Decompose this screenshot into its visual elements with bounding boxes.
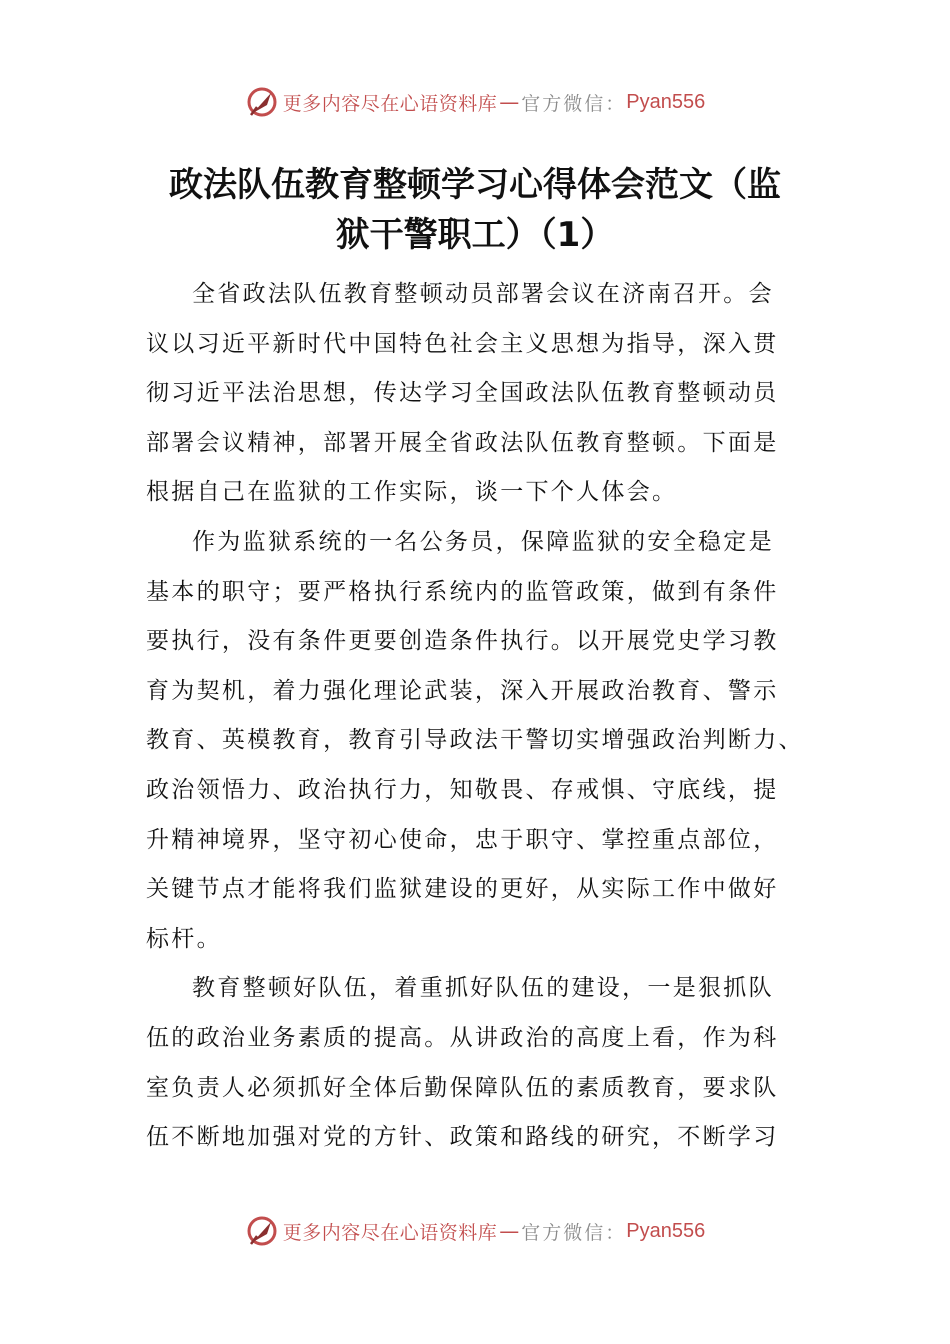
text-line: 根据自己在监狱的工作实际，谈一下个人体会。: [146, 479, 678, 506]
banner-wechat-id: Pyan556: [626, 1219, 706, 1242]
banner-red-text: 更多内容尽在心语资料库: [282, 92, 498, 115]
banner-red-text: 更多内容尽在心语资料库: [282, 1221, 498, 1244]
text-line: 作为监狱系统的一名公务员，保障监狱的安全稳定是: [192, 528, 774, 555]
document-title: [0, 160, 950, 260]
text-line: 基本的职守；要严格执行系统内的监管政策，做到有条件: [146, 578, 779, 605]
paragraph-1: [146, 270, 796, 518]
text-line: 议以习近平新时代中国特色社会主义思想为指导，深入贯: [146, 330, 779, 357]
text-line: 关键节点才能将我们监狱建设的更好，从实际工作中做好: [146, 876, 779, 903]
quill-logo-icon: [245, 85, 279, 119]
title-line-1: 政法队伍教育整顿学习心得体会范文（监: [169, 165, 781, 205]
text-line: 教育整顿好队伍，着重抓好队伍的建设，一是狠抓队: [192, 975, 774, 1002]
footer-watermark-banner: [0, 1211, 950, 1251]
text-line: 要执行，没有条件更要创造条件执行。以开展党史学习教: [146, 628, 779, 655]
text-line: 部署会议精神，部署开展全省政法队伍教育整顿。下面是: [146, 429, 779, 456]
text-line: 升精神境界，坚守初心使命，忠于职守、掌控重点部位，: [146, 826, 779, 853]
text-line: 标杆。: [146, 925, 222, 952]
title-line-2: 狱干警职工）（1）: [335, 215, 615, 255]
quill-logo-icon: [245, 1214, 279, 1248]
text-line: 政治领悟力、政治执行力，知敬畏、存戒惧、守底线，提: [146, 776, 779, 803]
text-line: 全省政法队伍教育整顿动员部署会议在济南召开。会: [192, 281, 774, 307]
document-body: [146, 270, 804, 1163]
banner-gray-text: 官方微信：: [521, 1221, 627, 1244]
text-line: 教育、英模教育，教育引导政法干警切实增强政治判断力、: [146, 727, 804, 754]
banner-dash: —: [499, 90, 520, 114]
text-line: 伍不断地加强对党的方针、政策和路线的研究，不断学习: [146, 1124, 779, 1151]
text-line: 彻习近平法治思想，传达学习全国政法队伍教育整顿动员: [146, 380, 779, 407]
text-line: 伍的政治业务素质的提高。从讲政治的高度上看，作为科: [146, 1024, 779, 1051]
header-watermark-banner: [0, 82, 950, 122]
banner-gray-text: 官方微信：: [521, 92, 627, 115]
paragraph-2: [146, 518, 804, 964]
banner-wechat-id: Pyan556: [626, 90, 706, 113]
text-line: 室负责人必须抓好全体后勤保障队伍的素质教育，要求队: [146, 1074, 779, 1101]
banner-dash: —: [499, 1219, 520, 1243]
text-line: 育为契机，着力强化理论武装，深入开展政治教育、警示: [146, 677, 779, 704]
paragraph-3: [146, 964, 796, 1162]
